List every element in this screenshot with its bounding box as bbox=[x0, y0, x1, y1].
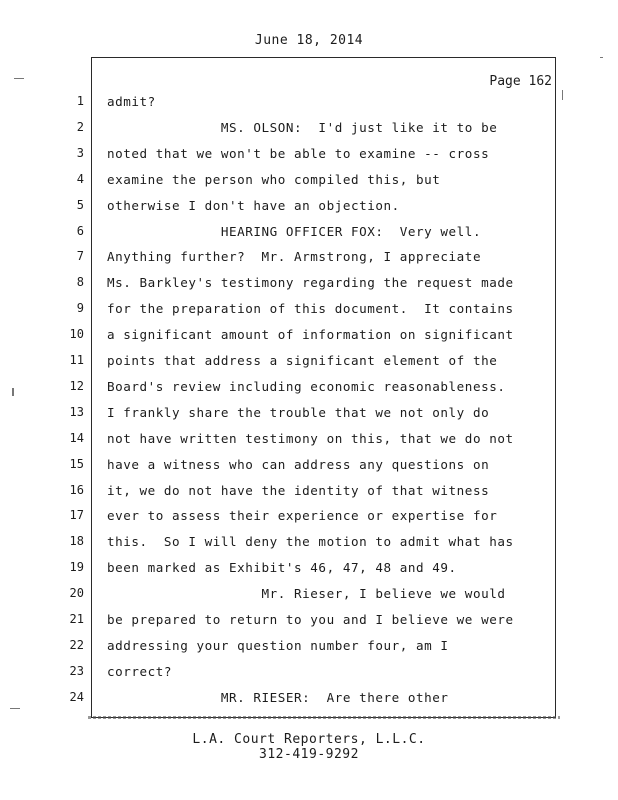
court-reporter-name: L.A. Court Reporters, L.L.C. bbox=[192, 732, 426, 747]
line-text: addressing your question number four, am I bbox=[107, 638, 449, 653]
line-text: I frankly share the trouble that we not only do bbox=[107, 405, 490, 420]
line-text: MS. OLSON: I'd just like it to be bbox=[107, 120, 498, 135]
line-number: 24 bbox=[69, 690, 84, 704]
line-number: 15 bbox=[69, 457, 84, 471]
line-number: 8 bbox=[76, 275, 84, 289]
line-text: for the preparation of this document. It contains bbox=[107, 301, 514, 316]
line-text: be prepared to return to you and I believe we were bbox=[107, 612, 514, 627]
line-number: 2 bbox=[76, 120, 84, 134]
line-text: this. So I will deny the motion to admit what has bbox=[107, 534, 514, 549]
line-number: 14 bbox=[69, 431, 84, 445]
line-number: 18 bbox=[69, 534, 84, 548]
line-number: 3 bbox=[76, 146, 84, 160]
frame-bottom-scan-artifact bbox=[88, 716, 560, 719]
scan-speck bbox=[14, 78, 24, 79]
line-number: 7 bbox=[76, 249, 84, 263]
scan-speck bbox=[12, 388, 14, 396]
line-text: HEARING OFFICER FOX: Very well. bbox=[107, 224, 482, 239]
line-number: 23 bbox=[69, 664, 84, 678]
line-text: examine the person who compiled this, but bbox=[107, 172, 441, 187]
line-number: 1 bbox=[76, 94, 84, 108]
line-text: points that address a significant element of the bbox=[107, 353, 498, 368]
line-number: 12 bbox=[69, 379, 84, 393]
line-number: 13 bbox=[69, 405, 84, 419]
line-text: noted that we won't be able to examine -- cross bbox=[107, 146, 490, 161]
court-reporter-phone: 312-419-9292 bbox=[259, 747, 359, 762]
line-number: 4 bbox=[76, 172, 84, 186]
line-text: have a witness who can address any questions on bbox=[107, 457, 490, 472]
line-number: 21 bbox=[69, 612, 84, 626]
line-text: been marked as Exhibit's 46, 47, 48 and 49. bbox=[107, 560, 457, 575]
line-text: correct? bbox=[107, 664, 173, 679]
line-text: a significant amount of information on significant bbox=[107, 327, 514, 342]
line-number: 19 bbox=[69, 560, 84, 574]
line-number: 20 bbox=[69, 586, 84, 600]
line-number: 16 bbox=[69, 483, 84, 497]
line-number: 11 bbox=[69, 353, 84, 367]
scan-speck bbox=[562, 90, 563, 100]
line-number: 9 bbox=[76, 301, 84, 315]
line-number: 17 bbox=[69, 508, 84, 522]
line-text: admit? bbox=[107, 94, 156, 109]
line-number: 5 bbox=[76, 198, 84, 212]
line-text: otherwise I don't have an objection. bbox=[107, 198, 400, 213]
line-text: ever to assess their experience or expertise for bbox=[107, 508, 498, 523]
line-number: 6 bbox=[76, 224, 84, 238]
line-text: not have written testimony on this, that we do not bbox=[107, 431, 514, 446]
scan-speck bbox=[10, 708, 20, 709]
line-text: it, we do not have the identity of that witness bbox=[107, 483, 490, 498]
transcript-date-header: June 18, 2014 bbox=[254, 33, 364, 48]
line-text: Mr. Rieser, I believe we would bbox=[107, 586, 506, 601]
scan-speck bbox=[600, 57, 603, 58]
line-number: 22 bbox=[69, 638, 84, 652]
page-number: Page 162 bbox=[489, 74, 552, 89]
line-text: Ms. Barkley's testimony regarding the request made bbox=[107, 275, 514, 290]
line-number: 10 bbox=[69, 327, 84, 341]
line-text: MR. RIESER: Are there other bbox=[107, 690, 449, 705]
line-text: Anything further? Mr. Armstrong, I appreciate bbox=[107, 249, 482, 264]
line-text: Board's review including economic reasonableness. bbox=[107, 379, 506, 394]
